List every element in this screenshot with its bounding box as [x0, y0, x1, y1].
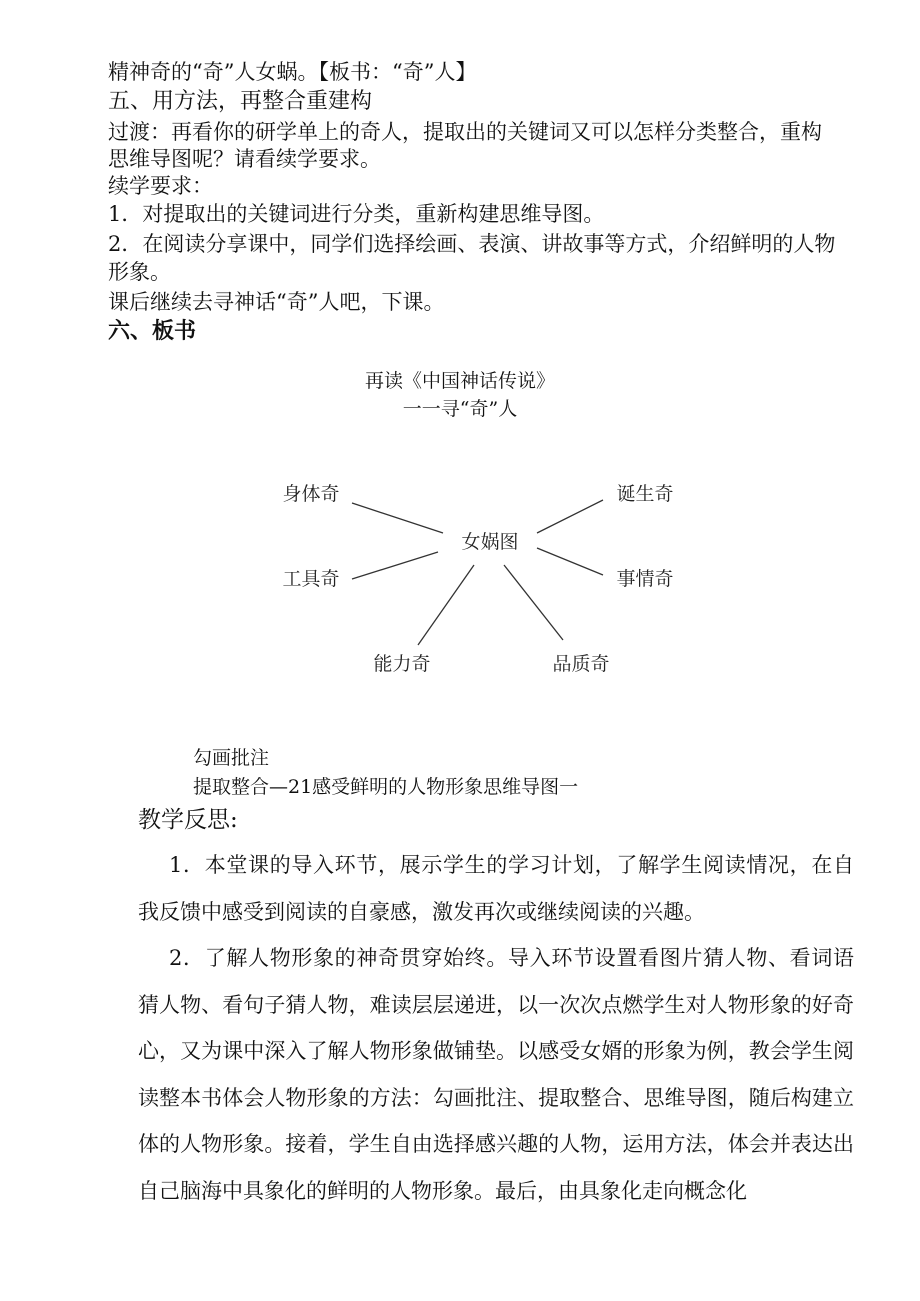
mindmap-node-tool: 工具奇	[282, 568, 340, 590]
method-1: 勾画批注	[193, 747, 270, 769]
mindmap-node-birth: 诞生奇	[616, 483, 674, 505]
reflection-title: 教学反思:	[138, 807, 238, 833]
requirements-title: 续学要求：	[108, 174, 213, 198]
mindmap-link	[504, 565, 563, 640]
method-2: 提取整合—21感受鲜明的人物形象思维导图一	[193, 776, 579, 798]
section6-title: 六、板书	[108, 318, 197, 344]
requirement-2b: 形象。	[108, 260, 171, 284]
mindmap-node-quality: 品质奇	[552, 653, 610, 675]
mindmap-link	[537, 500, 603, 533]
board-title: 再读《中国神话传说》	[364, 370, 555, 392]
reflection-paragraph-2: 2．了解人物形象的神奇贯穿始终。导入环节设置看图片猜人物、看词语猜人物、看句子猜人物，难读层层递进，以一次次点燃学生对人物形象的好奇心，又为课中深入了解人物形象做铺垫。以感受女婿的形象为例，教会学生阅读整本书体会人物形象的方法：勾画批注、提取整合、思维导图，随后构建立体的人物形象。接着，学生自由选择感兴趣的人物，运用方法，体会并表达出自己脑海中具象化的鲜明的人物形象。最后，由具象化走向概念化	[138, 946, 854, 1203]
mindmap-node-event: 事情奇	[616, 568, 674, 590]
mindmap-link	[352, 552, 438, 579]
mindmap-node-body: 身体奇	[282, 483, 340, 505]
mindmap-link	[537, 548, 603, 575]
transition-line-1: 过渡：再看你的研学单上的奇人，提取出的关键词又可以怎样分类整合，重构	[108, 120, 822, 144]
closing-line: 课后继续去寻神话“奇”人吧，下课。	[108, 290, 445, 314]
reflection-paragraph-1: 1．本堂课的导入环节，展示学生的学习计划，了解学生阅读情况，在自我反馈中感受到阅读的自豪感，激发再次或继续阅读的兴趣。	[138, 853, 854, 924]
section5-title: 五、用方法，再整合重建构	[108, 89, 373, 114]
mindmap-center: 女娲图	[461, 531, 519, 553]
mindmap-link	[418, 565, 474, 645]
requirement-2a: 2．在阅读分享课中，同学们选择绘画、表演、讲故事等方式，介绍鲜明的人物	[108, 232, 836, 256]
mindmap-link	[352, 503, 443, 533]
board-subtitle: 一一寻“奇”人	[402, 398, 518, 420]
mindmap	[0, 455, 920, 695]
intro-line: 精神奇的“奇”人女蜗。【板书：“奇”人】	[108, 60, 477, 84]
mindmap-node-ability: 能力奇	[373, 653, 431, 675]
requirement-1: 1．对提取出的关键词进行分类，重新构建思维导图。	[108, 202, 605, 226]
transition-line-2: 思维导图呢？请看续学要求。	[108, 147, 381, 171]
